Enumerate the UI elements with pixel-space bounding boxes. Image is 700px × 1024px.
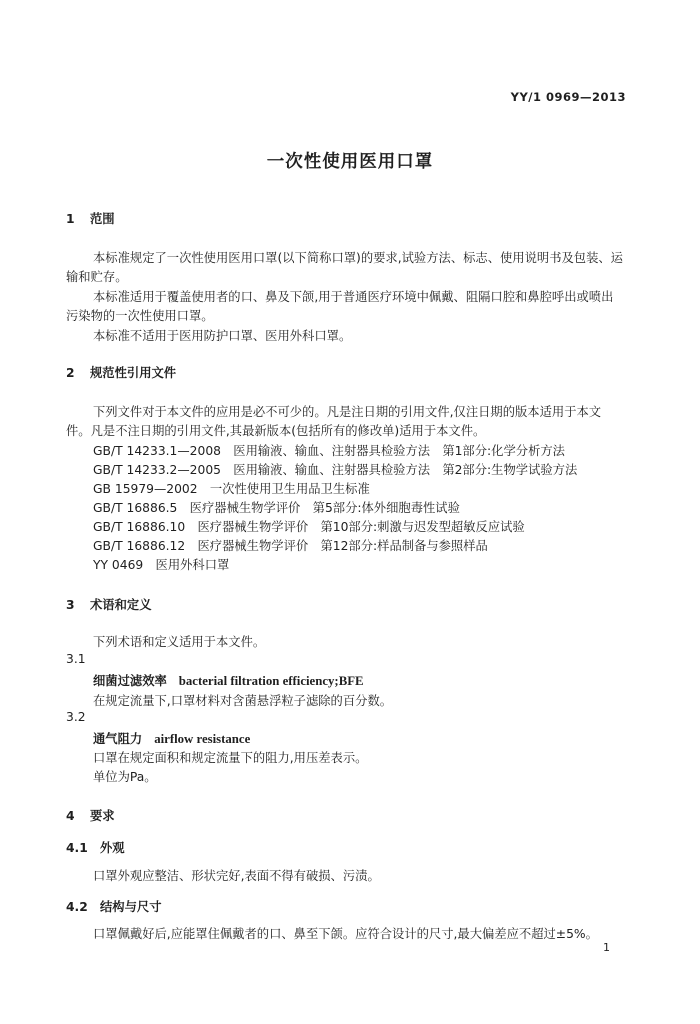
reference-item: GB/T 16886.12 医疗器械生物学评价 第12部分:样品制备与参照样品 bbox=[93, 539, 488, 553]
section-title: 规范性引用文件 bbox=[90, 366, 177, 380]
references-intro-line-1: 下列文件对于本文件的应用是必不可少的。凡是注日期的引用文件,仅注日期的版本适用于本文 bbox=[93, 405, 602, 419]
term-number-3-1: 3.1 bbox=[66, 652, 86, 666]
document-title: 一次性使用医用口罩 bbox=[266, 152, 434, 172]
section-title: 术语和定义 bbox=[90, 598, 152, 612]
subsection-4-1-heading bbox=[66, 838, 125, 856]
reference-item: GB/T 14233.2—2005 医用输液、输血、注射器具检验方法 第2部分:生物学试验方法 bbox=[93, 463, 578, 477]
scope-paragraph-1-line-2: 输和贮存。 bbox=[66, 270, 128, 284]
scope-paragraph-3: 本标准不适用于医用防护口罩、医用外科口罩。 bbox=[93, 329, 352, 343]
section-2-heading bbox=[66, 363, 176, 381]
term-bfe bbox=[93, 671, 364, 689]
section-number: 4 bbox=[66, 809, 75, 823]
term-number-3-2: 3.2 bbox=[66, 710, 86, 724]
references-intro-line-2: 件。凡是不注日期的引用文件,其最新版本(包括所有的修改单)适用于本文件。 bbox=[66, 424, 486, 438]
reference-item: GB 15979—2002 一次性使用卫生用品卫生标准 bbox=[93, 482, 370, 496]
subsection-number: 4.2 bbox=[66, 900, 88, 914]
scope-paragraph-1-line-1: 本标准规定了一次性使用医用口罩(以下简称口罩)的要求,试验方法、标志、使用说明书及包装、运 bbox=[93, 251, 623, 265]
term-english: airflow resistance bbox=[154, 732, 251, 746]
page-number: 1 bbox=[603, 941, 610, 954]
reference-item: GB/T 16886.5 医疗器械生物学评价 第5部分:体外细胞毒性试验 bbox=[93, 501, 460, 515]
reference-item: YY 0469 医用外科口罩 bbox=[93, 558, 230, 572]
terms-intro: 下列术语和定义适用于本文件。 bbox=[93, 635, 266, 649]
section-number: 3 bbox=[66, 598, 75, 612]
term-bfe-definition: 在规定流量下,口罩材料对含菌悬浮粒子滤除的百分数。 bbox=[93, 694, 393, 708]
appearance-text: 口罩外观应整洁、形状完好,表面不得有破损、污渍。 bbox=[93, 869, 380, 883]
term-chinese: 细菌过滤效率 bbox=[93, 674, 167, 688]
term-airflow-resistance bbox=[93, 729, 250, 747]
term-english: bacterial filtration efficiency;BFE bbox=[178, 674, 364, 688]
term-chinese: 通气阻力 bbox=[93, 732, 143, 746]
section-number: 2 bbox=[66, 366, 75, 380]
subsection-title: 外观 bbox=[100, 841, 125, 855]
section-4-heading bbox=[66, 806, 115, 824]
scope-paragraph-2-line-2: 污染物的一次性使用口罩。 bbox=[66, 309, 214, 323]
scope-paragraph-2-line-1: 本标准适用于覆盖使用者的口、鼻及下颌,用于普通医疗环境中佩戴、阻隔口腔和鼻腔呼出或喷出 bbox=[93, 290, 614, 304]
section-title: 范围 bbox=[90, 212, 115, 226]
standard-code: YY/1 0969—2013 bbox=[510, 90, 626, 104]
section-number: 1 bbox=[66, 212, 75, 226]
subsection-number: 4.1 bbox=[66, 841, 88, 855]
term-airflow-definition: 口罩在规定面积和规定流量下的阻力,用压差表示。 bbox=[93, 751, 368, 765]
subsection-title: 结构与尺寸 bbox=[100, 900, 162, 914]
structure-size-text: 口罩佩戴好后,应能罩住佩戴者的口、鼻至下颌。应符合设计的尺寸,最大偏差应不超过±5%。 bbox=[93, 927, 598, 941]
section-3-heading bbox=[66, 595, 152, 613]
section-1-heading bbox=[66, 209, 115, 227]
term-airflow-unit: 单位为Pa。 bbox=[93, 770, 157, 784]
reference-item: GB/T 14233.1—2008 医用输液、输血、注射器具检验方法 第1部分:化学分析方法 bbox=[93, 444, 565, 458]
subsection-4-2-heading bbox=[66, 897, 162, 915]
section-title: 要求 bbox=[90, 809, 115, 823]
reference-item: GB/T 16886.10 医疗器械生物学评价 第10部分:刺激与迟发型超敏反应试验 bbox=[93, 520, 525, 534]
